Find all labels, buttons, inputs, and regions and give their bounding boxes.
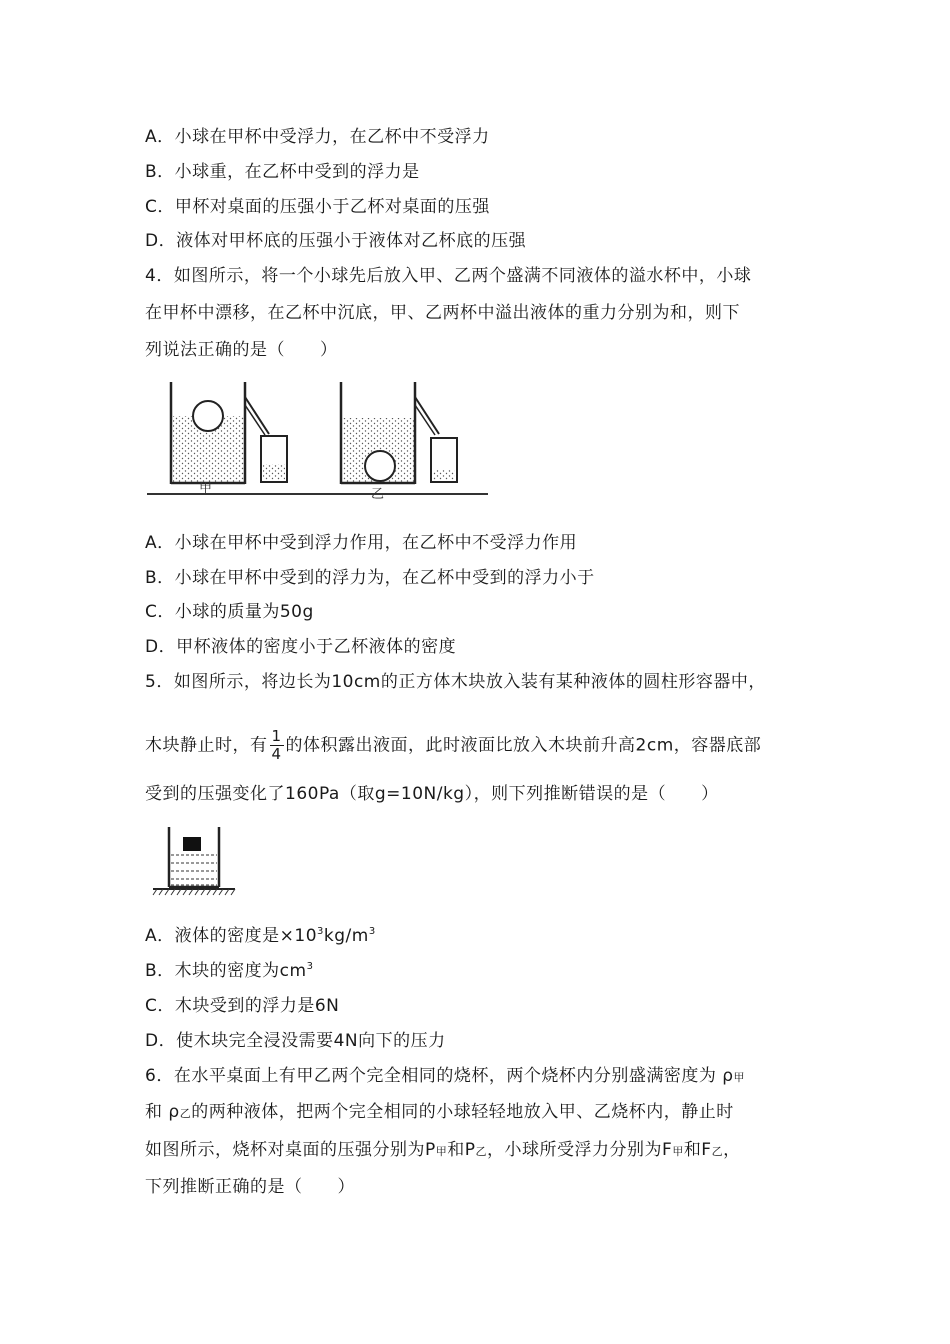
q5-option-b: B．木块的密度为$cm^3$ — [145, 961, 314, 981]
q5-container-block-figure — [145, 815, 243, 899]
q6-stem-line3: 如图所示，烧杯对桌面的压强分别为P甲和P乙，小球所受浮力分别为F甲和F乙， — [145, 1140, 741, 1160]
q4-option-b: B．小球在甲杯中受到的浮力为，在乙杯中受到的浮力小于 — [145, 568, 595, 588]
q3-option-d: D．液体对甲杯底的压强小于液体对乙杯底的压强 — [145, 231, 527, 251]
q4-stem-line2: 在甲杯中漂移，在乙杯中沉底，甲、乙两杯中溢出液体的重力分别为和，则下 — [145, 303, 740, 323]
q5-stem-line2 — [145, 728, 761, 763]
figure-label-yi: 乙 — [371, 487, 385, 500]
q6-stem-line4: 下列推断正确的是（ ） — [145, 1177, 355, 1197]
fraction-numerator: 1 — [271, 727, 282, 745]
wooden-block — [183, 837, 201, 851]
q3-option-c: C．甲杯对桌面的压强小于乙杯对桌面的压强 — [145, 197, 490, 217]
sunk-ball — [365, 451, 395, 481]
q5-option-c: C．木块受到的浮力是6N — [145, 996, 340, 1016]
q4-option-a: A．小球在甲杯中受到浮力作用，在乙杯中不受浮力作用 — [145, 533, 578, 553]
q5-line2-pre: 木块静止时，有 — [145, 735, 268, 756]
floating-ball — [193, 401, 223, 431]
cup-jia — [171, 382, 287, 484]
q5-option-d: D．使木块完全浸没需要4N向下的压力 — [145, 1031, 446, 1051]
q4-option-d: D．甲杯液体的密度小于乙杯液体的密度 — [145, 637, 457, 657]
fraction-denominator: 4 — [271, 745, 282, 763]
q5-option-a: A．液体的密度是$\times 10^3kg/m^3$ — [145, 926, 376, 946]
q3-option-b: B．小球重，在乙杯中受到的浮力是 — [145, 162, 420, 182]
figure-label-jia: 甲 — [199, 481, 213, 496]
q4-overflow-cups-figure — [145, 372, 490, 500]
q4-option-c: C．小球的质量为50g — [145, 602, 314, 622]
q4-stem-line1: 4．如图所示，将一个小球先后放入甲、乙两个盛满不同液体的溢水杯中，小球 — [145, 266, 752, 286]
q5-stem-line3: 受到的压强变化了160Pa（取g=10N/kg），则下列推断错误的是（ ） — [145, 784, 719, 804]
fraction-one-quarter — [270, 728, 284, 763]
q4-stem-line3: 列说法正确的是（ ） — [145, 340, 338, 360]
q6-stem-line2: 和 ρ乙的两种液体，把两个完全相同的小球轻轻地放入甲、乙烧杯内，静止时 — [145, 1102, 734, 1122]
q3-option-a: A．小球在甲杯中受浮力，在乙杯中不受浮力 — [145, 127, 490, 147]
q5-stem-line1: 5．如图所示，将边长为10cm的正方体木块放入装有某种液体的圆柱形容器中， — [145, 672, 766, 692]
cup-yi — [341, 382, 457, 484]
q5-line2-post: 的体积露出液面，此时液面比放入木块前升高2cm，容器底部 — [285, 735, 762, 756]
q6-stem-line1: 6．在水平桌面上有甲乙两个完全相同的烧杯，两个烧杯内分别盛满密度为 ρ甲 — [145, 1066, 746, 1086]
